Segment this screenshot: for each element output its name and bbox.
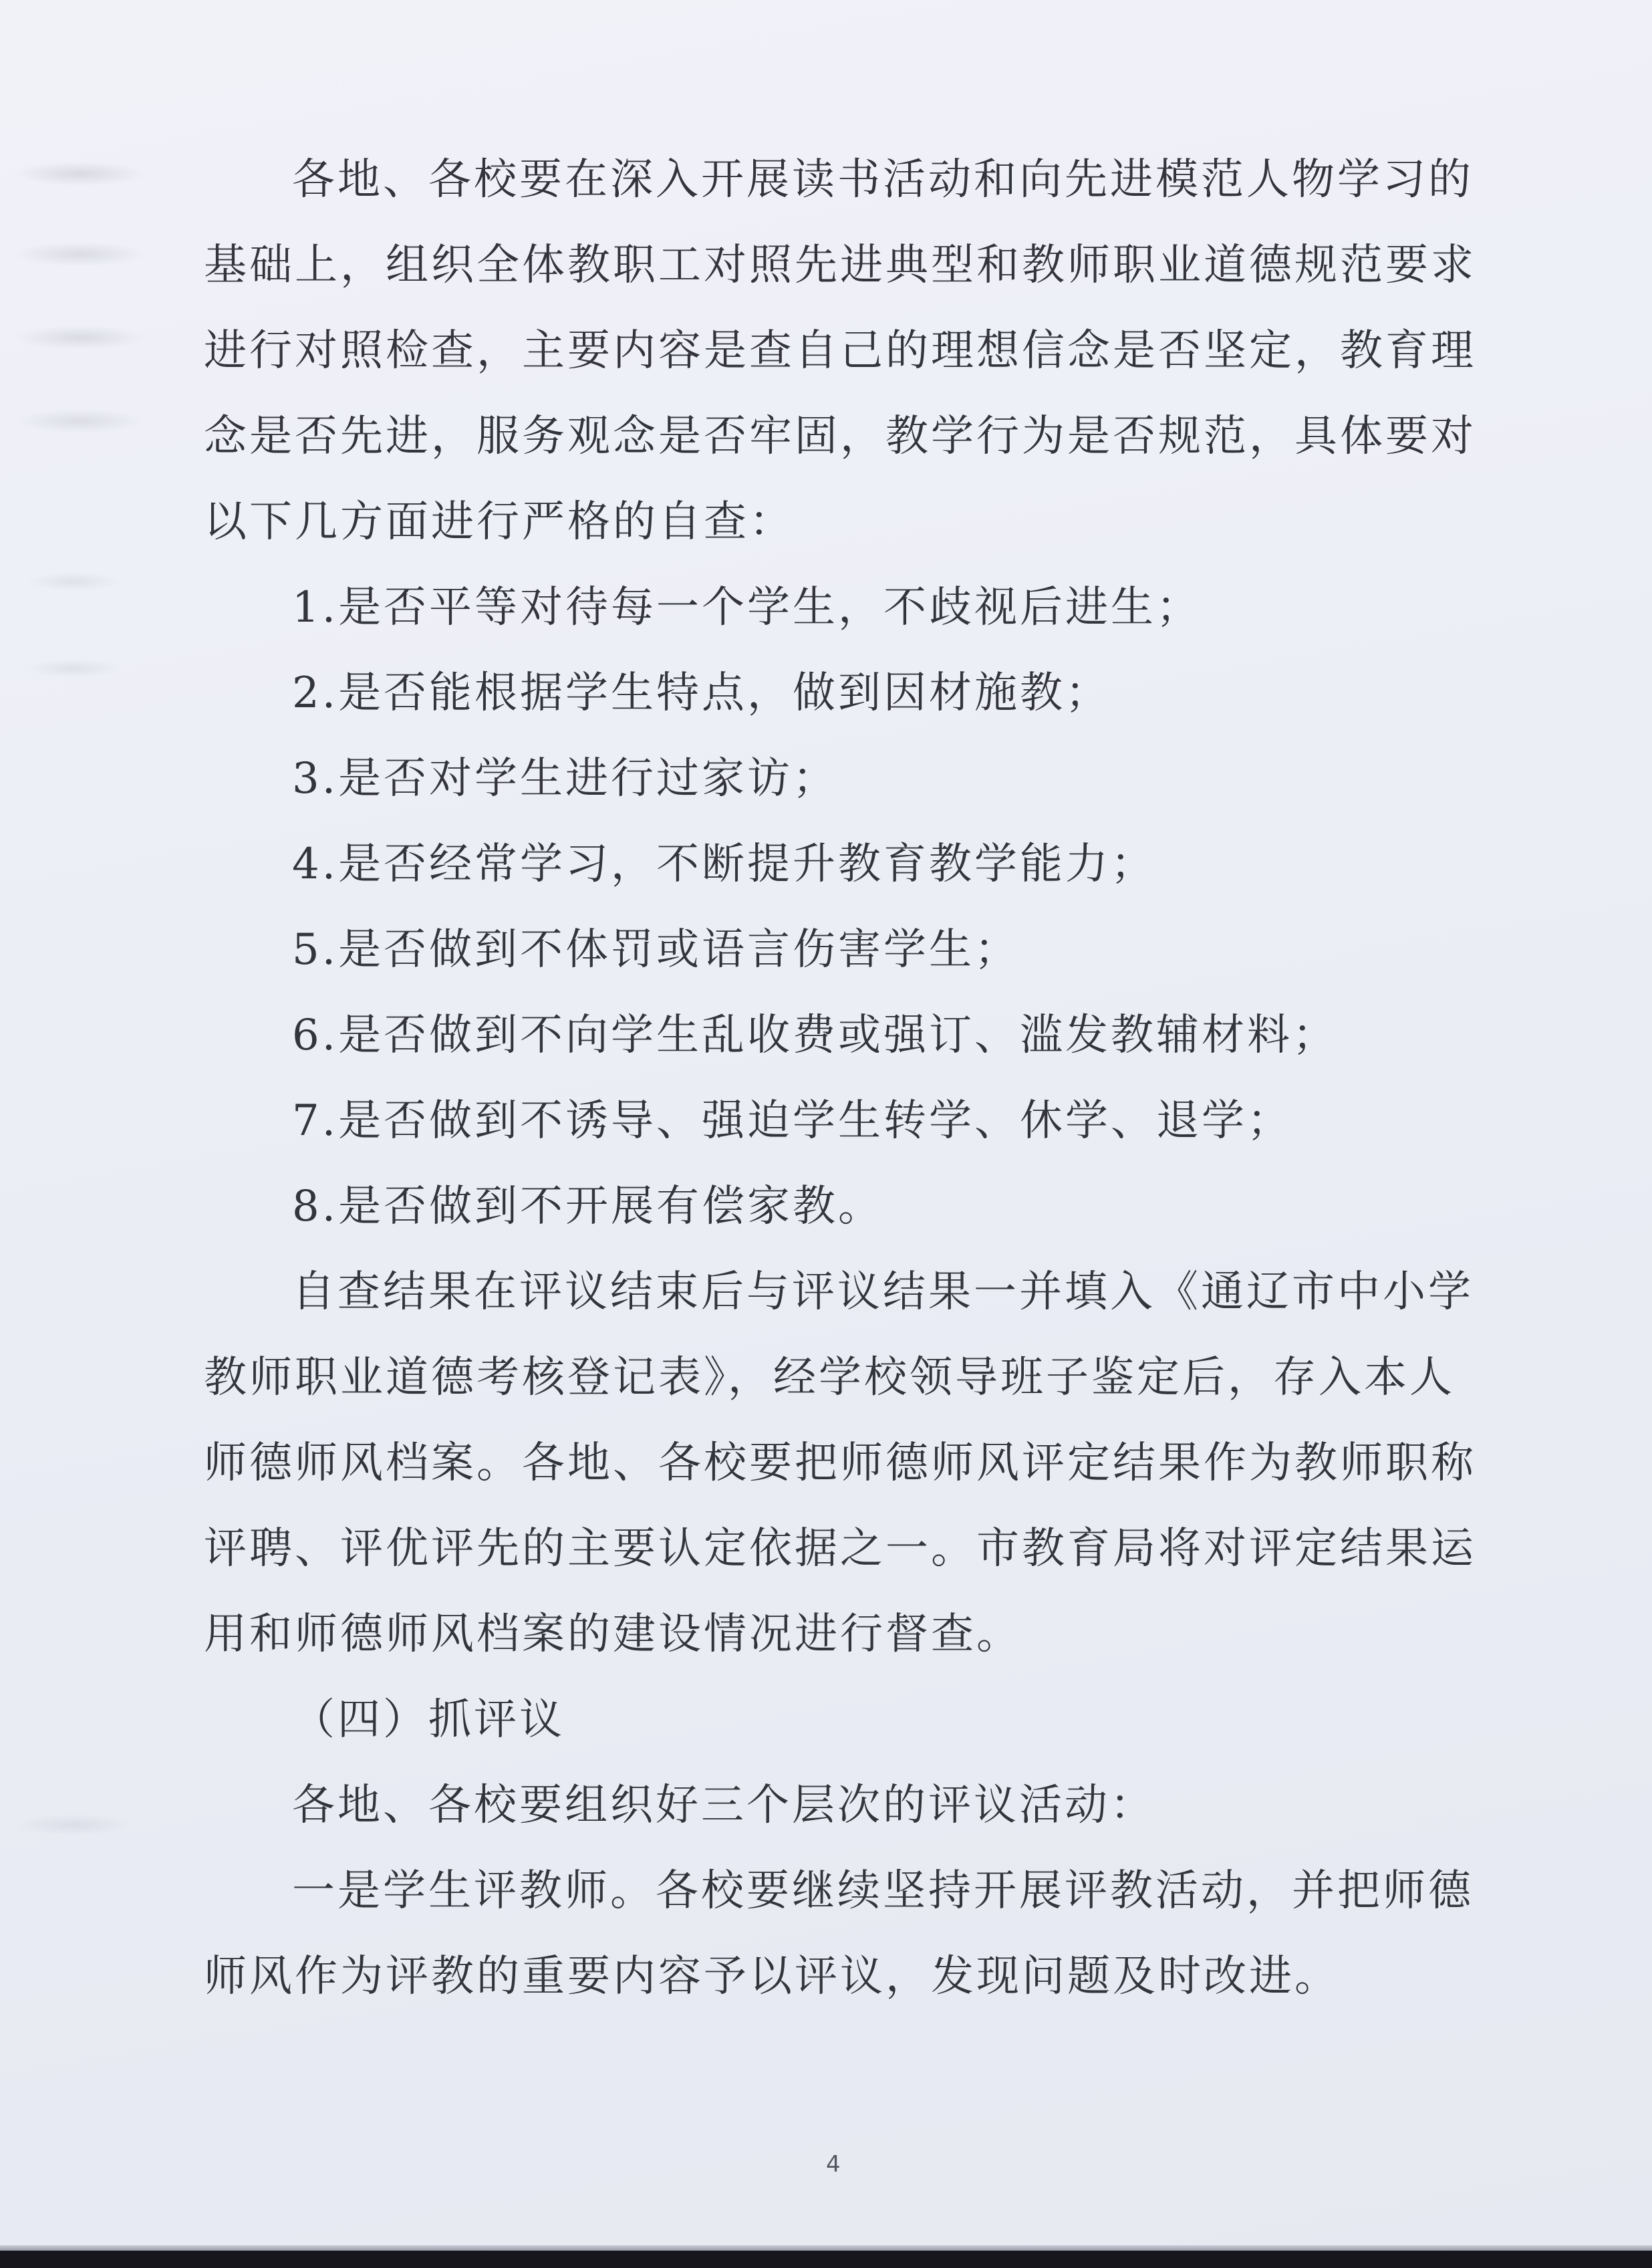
scan-bleed-through [0,140,200,1878]
paragraph-line: 师德师风档案。各地、各校要把师德师风评定结果作为教师职称 [204,1438,1476,1488]
list-item: 2.是否能根据学生特点，做到因材施教； [292,668,1111,718]
paragraph-line: 进行对照检查，主要内容是查自己的理想信念是否坚定，教育理 [204,326,1476,376]
paragraph-line: 教师职业道德考核登记表》，经学校领导班子鉴定后，存入本人 [204,1353,1455,1402]
paragraph-line: 以下几方面进行严格的自查： [204,497,795,547]
body-text [204,137,1474,2019]
paragraph-line: 基础上，组织全体教职工对照先进典型和教师职业道德规范要求 [204,241,1476,290]
list-item: 5.是否做到不体罚或语言伤害学生； [292,925,1020,975]
paragraph-line: 师风作为评教的重要内容予以评议，发现问题及时改进。 [204,1952,1340,2001]
scan-border [0,2251,1652,2268]
paragraph-line: 评聘、评优评先的主要认定依据之一。市教育局将对评定结果运 [204,1524,1476,1573]
list-item: 7.是否做到不诱导、强迫学生转学、休学、退学； [292,1096,1293,1146]
page-number: 4 [826,2151,841,2178]
paragraph-line: 各地、各校要在深入开展读书活动和向先进模范人物学习的 [292,155,1474,205]
list-item: 8.是否做到不开展有偿家教。 [292,1182,884,1231]
scan-edge [0,2245,1652,2251]
paragraph-line: 念是否先进，服务观念是否牢固，教学行为是否规范，具体要对 [204,412,1476,461]
list-item: 6.是否做到不向学生乱收费或强订、滥发教辅材料； [292,1011,1339,1060]
list-item: 4.是否经常学习，不断提升教育教学能力； [292,840,1157,889]
paragraph-line: 自查结果在评议结束后与评议结果一并填入《通辽市中小学 [292,1267,1474,1317]
paragraph-line: 各地、各校要组织好三个层次的评议活动： [292,1781,1155,1830]
paragraph-line: 用和师德师风档案的建设情况进行督查。 [204,1610,1022,1659]
list-item: 3.是否对学生进行过家访； [292,754,839,803]
list-item: 1.是否平等对待每一个学生，不歧视后进生； [292,583,1202,632]
section-heading: （四）抓评议 [292,1695,565,1745]
paragraph-line: 一是学生评教师。各校要继续坚持开展评教活动，并把师德 [292,1866,1474,1916]
